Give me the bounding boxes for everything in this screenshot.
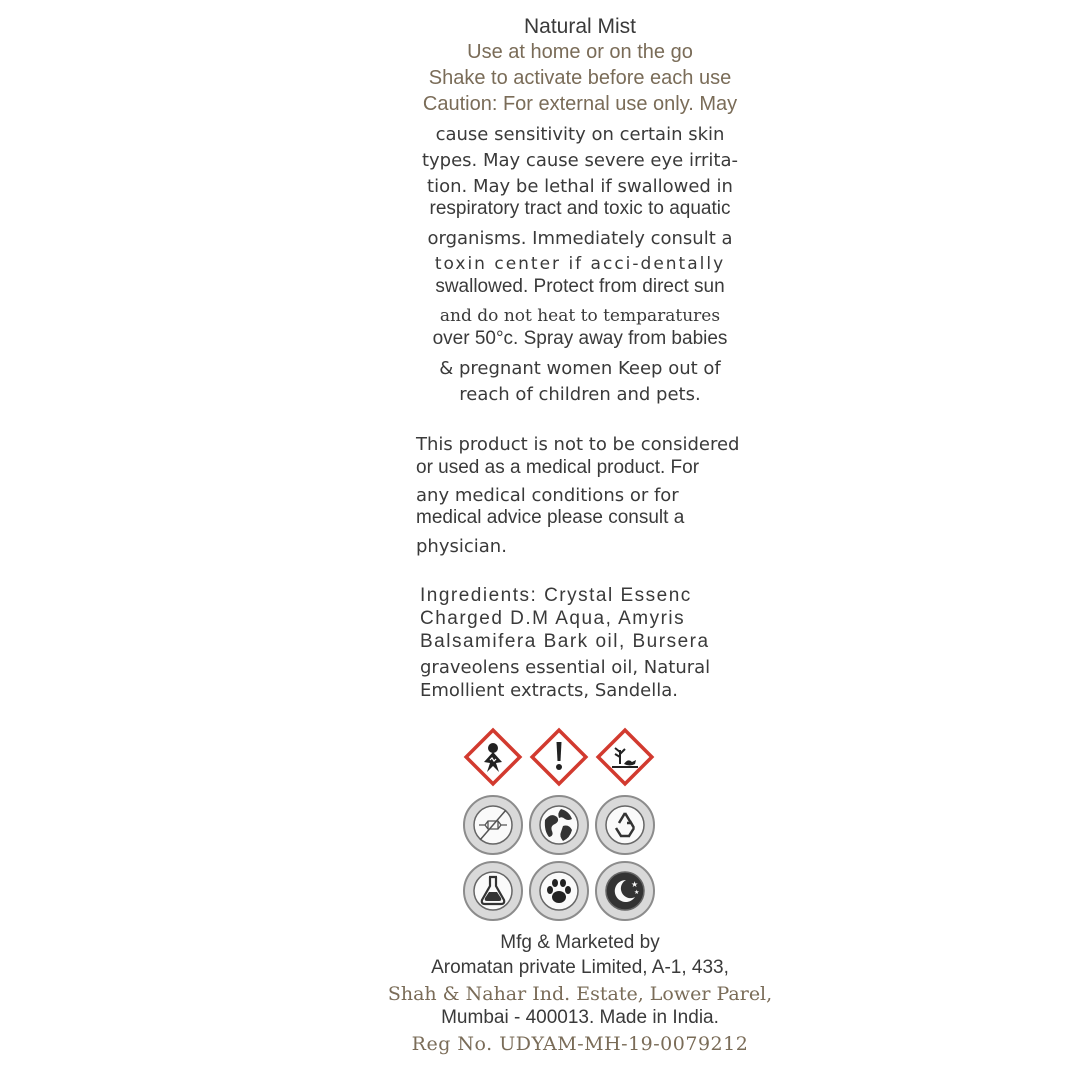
svg-text:★: ★ xyxy=(634,889,640,896)
caution-line: swallowed. Protect from direct sun xyxy=(435,276,725,297)
health-hazard-icon xyxy=(462,726,524,788)
recycle-icon xyxy=(594,794,656,856)
product-title: Natural Mist xyxy=(523,15,637,38)
caution-line: and do not heat to temparatures xyxy=(439,306,721,326)
svg-text:★: ★ xyxy=(631,880,639,889)
flask-icon xyxy=(462,860,524,922)
exclamation-hazard-icon xyxy=(528,726,590,788)
disclaimer-line: any medical conditions or for xyxy=(416,485,679,506)
registration-number: Reg No. UDYAM-MH-19-0079212 xyxy=(411,1033,749,1055)
caution-line: tion. May be lethal if swallowed in xyxy=(427,176,733,197)
disclaimer-line: or used as a medical product. For xyxy=(416,457,700,478)
icon-group xyxy=(460,726,660,922)
caution-line: cause sensitivity on certain skin xyxy=(435,124,725,145)
phthalate-free-icon xyxy=(462,794,524,856)
globe-icon xyxy=(528,794,590,856)
ingredients-line: Ingredients: Crystal Essenc xyxy=(420,585,692,606)
caution-line: reach of children and pets. xyxy=(459,384,701,405)
footer-line: Mumbai - 400013. Made in India. xyxy=(441,1007,719,1028)
caution-line: respiratory tract and toxic to aquatic xyxy=(429,198,731,219)
disclaimer-line: This product is not to be considered xyxy=(416,434,740,455)
caution-line: & pregnant women Keep out of xyxy=(439,358,721,379)
caution-heading: Caution: For external use only. May xyxy=(422,93,738,115)
moon-stars-icon xyxy=(594,860,656,922)
caution-line: organisms. Immediately consult a xyxy=(427,228,733,249)
disclaimer-line: physician. xyxy=(416,536,507,557)
ingredients-line: graveolens essential oil, Natural xyxy=(420,657,711,678)
ingredients-line: Balsamifera Bark oil, Bursera xyxy=(420,631,710,652)
paw-icon xyxy=(528,860,590,922)
disclaimer-line: medical advice please consult a xyxy=(416,507,685,528)
caution-line: toxin center if acci-dentally xyxy=(434,254,726,274)
footer-line: Shah & Nahar Ind. Estate, Lower Parel, xyxy=(387,983,773,1005)
environment-hazard-icon xyxy=(594,726,656,788)
ingredients-line: Emollient extracts, Sandella. xyxy=(420,680,678,701)
footer-line: Mfg & Marketed by xyxy=(500,932,660,953)
ingredients-line: Charged D.M Aqua, Amyris xyxy=(420,608,686,629)
caution-line: types. May cause severe eye irrita- xyxy=(421,150,739,171)
footer-line: Aromatan private Limited, A-1, 433, xyxy=(431,957,729,978)
caution-line: over 50°c. Spray away from babies xyxy=(432,328,728,349)
shake-line: Shake to activate before each use xyxy=(428,67,732,89)
usage-line: Use at home or on the go xyxy=(467,41,693,63)
